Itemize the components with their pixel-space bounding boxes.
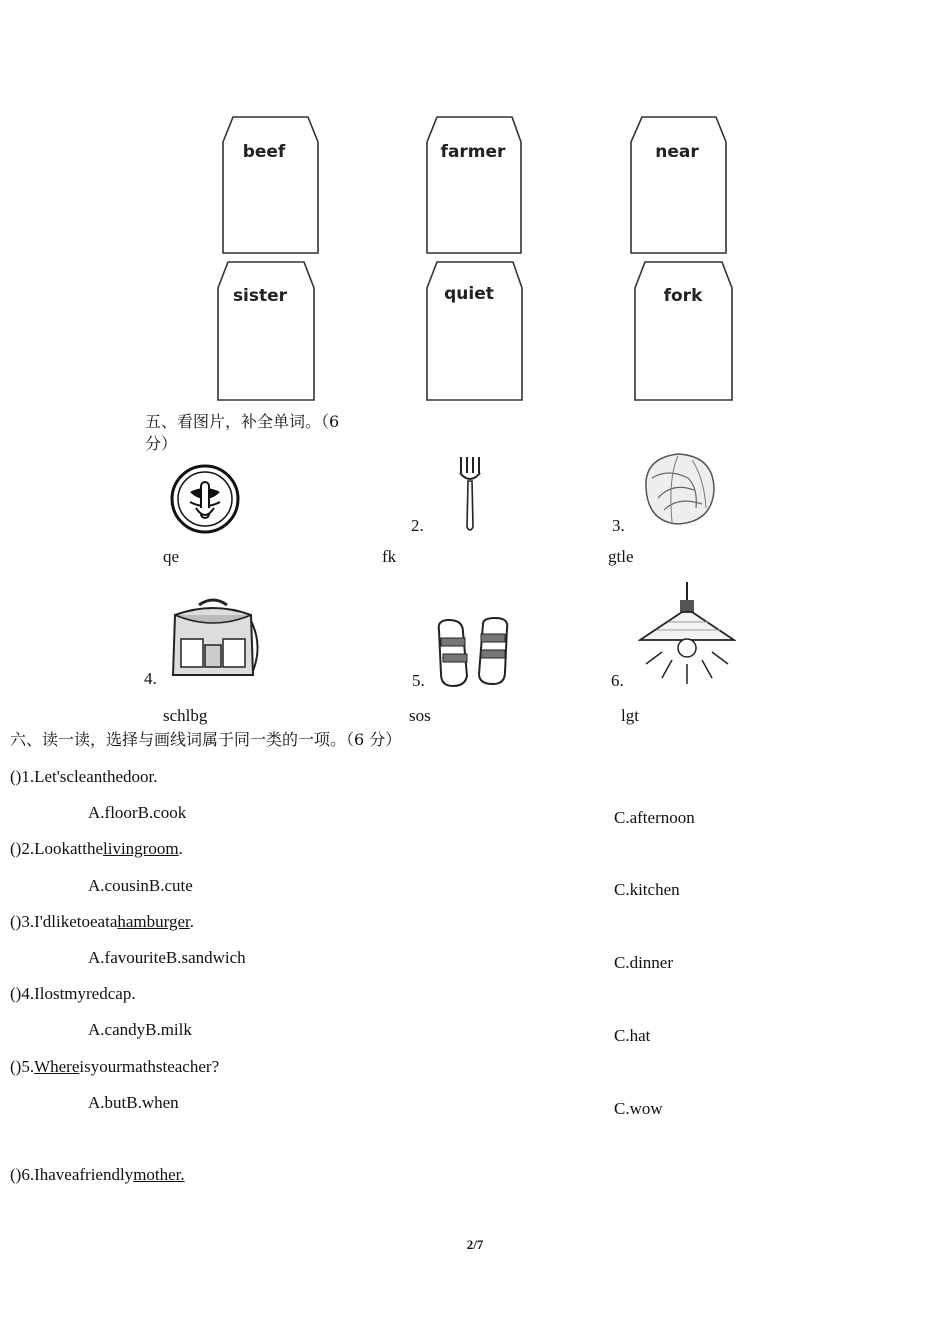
option-c: C.dinner <box>614 953 674 972</box>
question-text: ()2.Lookatthe <box>10 839 103 858</box>
schoolbag-icon <box>165 595 263 683</box>
question-text: ()5. <box>10 1057 35 1076</box>
word-card <box>427 117 521 253</box>
question-text: ()3.I'dliketoeata <box>10 912 118 931</box>
question-2 <box>10 839 183 859</box>
word-card <box>223 117 318 253</box>
section5-heading-cont: 分） <box>145 434 178 453</box>
item-word: sos <box>409 706 431 725</box>
options-ab: A.cousinB.cute <box>88 876 193 895</box>
underlined-word: Where <box>34 1057 80 1076</box>
word-card <box>635 262 732 400</box>
item-number: 2. <box>411 516 424 535</box>
question-text: ()1.Let'scleanthedoor. <box>10 767 158 786</box>
question-1 <box>10 767 158 787</box>
option-c: C.kitchen <box>614 880 680 899</box>
page-number: 2/7 <box>466 1237 484 1252</box>
option-c: C.wow <box>614 1099 663 1118</box>
item-number: 5. <box>412 671 425 690</box>
options-ab: A.butB.when <box>88 1093 179 1112</box>
word-cards <box>210 112 740 407</box>
quiet-gesture-icon <box>168 462 242 536</box>
word-card <box>427 262 522 400</box>
item-number: 4. <box>144 669 157 688</box>
question-text-end: isyourmathsteacher? <box>79 1057 220 1076</box>
question-text-end: . <box>189 912 195 931</box>
question-6 <box>10 1165 185 1185</box>
options-ab: A.favouriteB.sandwich <box>88 948 246 967</box>
underlined-word: hamburger <box>117 912 190 931</box>
underlined-word: livingroom <box>103 839 179 858</box>
option-c: C.afternoon <box>614 808 695 827</box>
options-ab: A.candyB.milk <box>88 1020 192 1039</box>
card-word: near <box>655 142 699 162</box>
item-word: lgt <box>621 706 639 725</box>
word-card <box>218 262 314 400</box>
item-word: gtle <box>608 547 634 566</box>
cabbage-icon <box>638 448 720 528</box>
question-text: ()6.Ihaveafriendly <box>10 1165 134 1184</box>
card-word: quiet <box>444 284 494 304</box>
item-word: schlbg <box>163 706 208 725</box>
question-text-end: . <box>178 839 183 858</box>
question-text: ()4.Ilostmyredcap. <box>10 984 136 1003</box>
card-word: sister <box>232 286 288 306</box>
card-word: beef <box>242 142 286 162</box>
item-number: 6. <box>611 671 624 690</box>
sandals-icon <box>433 616 513 688</box>
item-word: fk <box>382 547 397 566</box>
section5-heading: 五、看图片，补全单词。（6 <box>145 412 340 431</box>
section6-heading: 六、读一读，选择与画线词属于同一类的一项。（6 分） <box>10 730 402 749</box>
option-c: C.hat <box>614 1026 651 1045</box>
item-number: 3. <box>612 516 625 535</box>
card-word: fork <box>663 286 703 306</box>
question-4 <box>10 984 136 1004</box>
underlined-word: mother. <box>133 1165 185 1184</box>
word-card <box>631 117 726 253</box>
item-word: qe <box>163 547 180 566</box>
fork-icon <box>455 455 487 535</box>
options-ab: A.floorB.cook <box>88 803 187 822</box>
question-3 <box>10 912 194 932</box>
question-5 <box>10 1057 219 1077</box>
card-word: farmer <box>440 142 506 162</box>
lamp-icon <box>638 582 736 688</box>
